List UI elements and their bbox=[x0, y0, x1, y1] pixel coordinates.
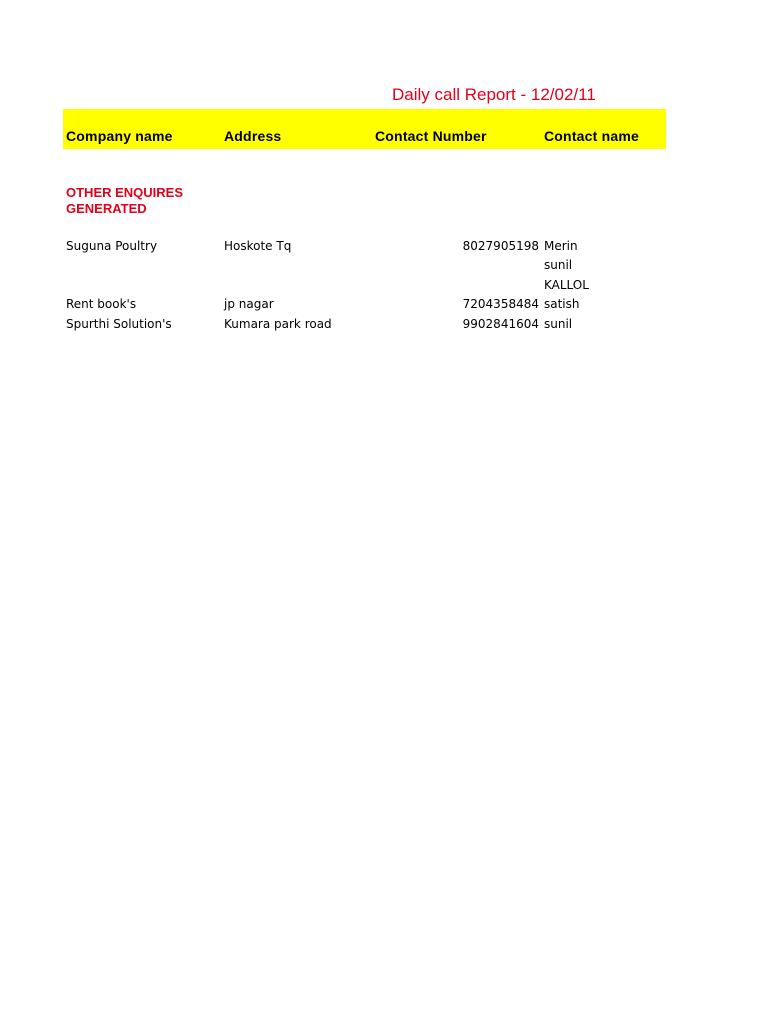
row-address: Hoskote Tq bbox=[224, 239, 292, 253]
column-header-contact-name: Contact name bbox=[544, 128, 639, 144]
row-contact-number: 9902841604 bbox=[462, 317, 539, 331]
row-contact-name: sunil bbox=[544, 258, 573, 272]
row-contact-number: 7204358484 bbox=[462, 297, 539, 311]
row-address: jp nagar bbox=[224, 297, 274, 311]
row-contact-name: satish bbox=[544, 297, 580, 311]
row-contact-name: KALLOL bbox=[544, 278, 589, 292]
column-header-company: Company name bbox=[66, 128, 173, 144]
column-header-contact-number: Contact Number bbox=[375, 128, 487, 144]
section-label: OTHER ENQUIRES GENERATED bbox=[66, 185, 184, 216]
column-header-address: Address bbox=[224, 128, 282, 144]
row-company: Spurthi Solution's bbox=[66, 317, 172, 331]
row-contact-name: Merin bbox=[544, 239, 578, 253]
row-contact-number: 8027905198 bbox=[462, 239, 539, 253]
row-contact-name: sunil bbox=[544, 317, 573, 331]
row-company: Rent book's bbox=[66, 297, 137, 311]
report-title: Daily call Report - 12/02/11 bbox=[392, 85, 596, 104]
row-company: Suguna Poultry bbox=[66, 239, 158, 253]
row-address: Kumara park road bbox=[224, 317, 332, 331]
